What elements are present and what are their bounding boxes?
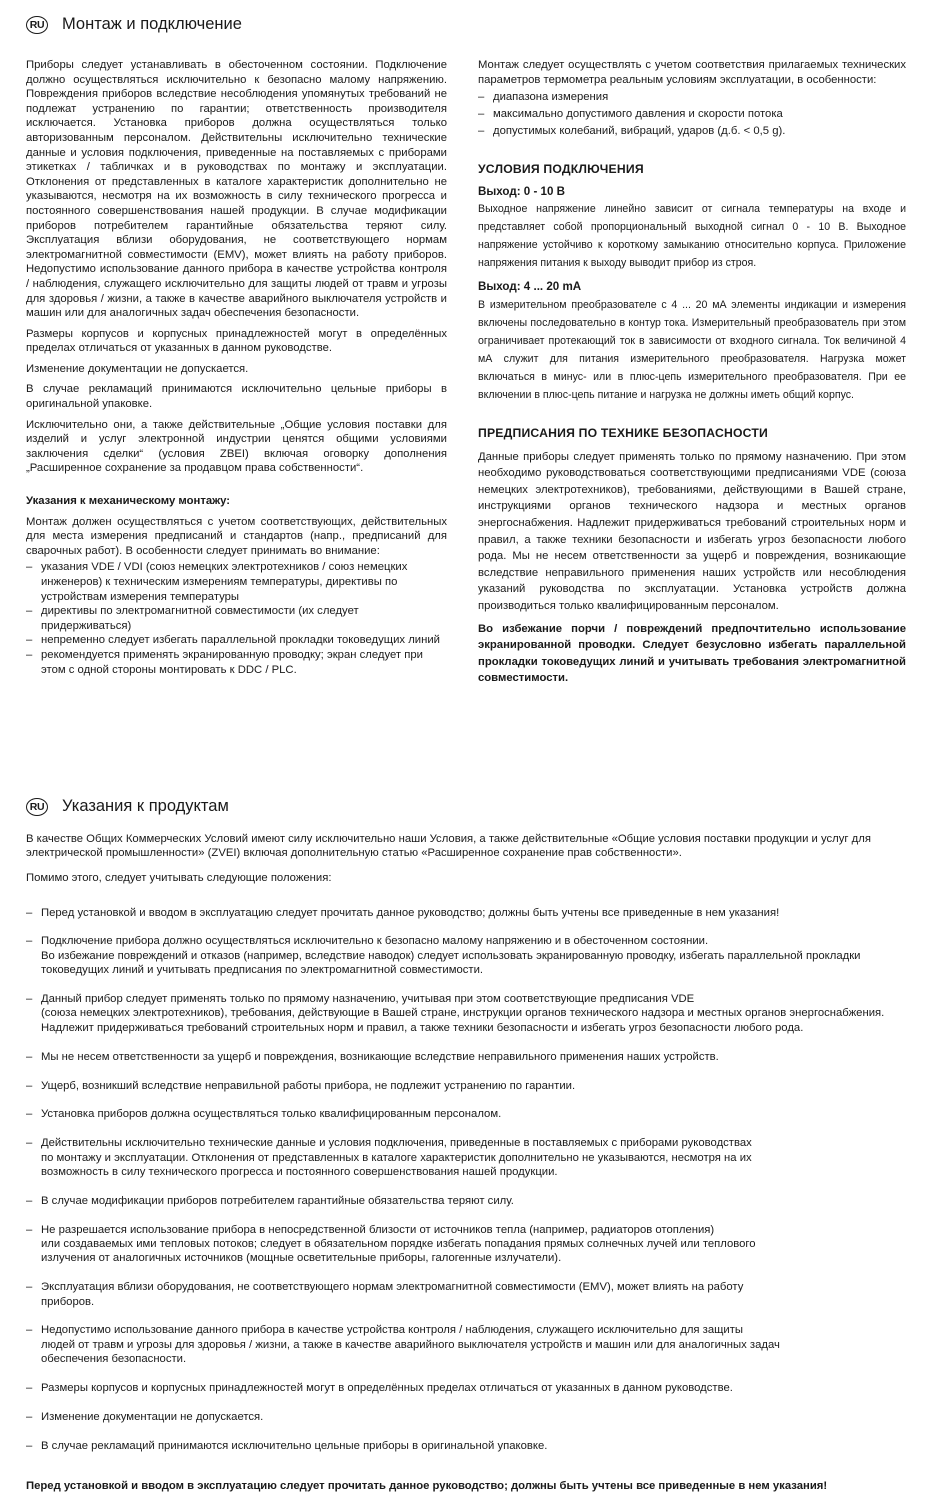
list-item: – Данный прибор следует применять только по прямому назначению, учитывая при этом соответствующие предписания VDE (союза немецких электротехников), требования, действующие в Вашей стране, инструкции органов технического надзора и местных органов энергоснабжения. Надлежит придерживаться требований строительных норм и правил, а также техники безопасности и избегать угроз безопасности любого рода. [26, 992, 906, 1035]
list-item: – допустимых колебаний, вибраций, ударов (д.б. < 0,5 g). [478, 123, 906, 140]
language-badge: RU [26, 16, 48, 34]
list-item: – Недопустимо использование данного прибора в качестве устройства контроля / наблюдения, служащего исключительно для защиты людей от травм и угрозы для здоровья / жизни, а также в качестве аварийного выключателя устройств и машин или для аналогичных задач обеспечения безопасности. [26, 1323, 906, 1366]
paragraph: Данные приборы следует применять только по прямому назначению. При этом необходимо руководствоваться соответствующими предписаниями VDE (союза немецких электротехников), требованиями, действующими в Вашей стране, инструкциями органов технического надзора и местных органов энергоснабжения. Надлежит придерживаться требований строительных норм и правил, а также техники безопасности и избегать угроз безопасности любого рода. Мы не несем ответственности за ущерб и повреждения, возникающие вследствие неправильного применения наших устройств или несоблюдения указаний руководства по эксплуатации. Установка устройств должна производиться только квалифицированным персоналом. [478, 450, 906, 612]
paragraph: В случае рекламаций принимаются исключительно цельные приборы в оригинальной упаковке. [26, 383, 447, 411]
list-item: – Размеры корпусов и корпусных принадлежностей могут в определённых пределах отличаться от указанных в данном руководстве. [26, 1381, 906, 1395]
list-item: – Ущерб, возникший вследствие неправильной работы прибора, не подлежит устранению по гарантии. [26, 1079, 906, 1093]
paragraph: В качестве Общих Коммерческих Условий имеют силу исключительно наши Условия, а также действительные «Общие условия поставки продукции и услуг для электрической промышленности» (ZVEI) включая дополнительную статью «Расширенное сохранение прав собственности». [26, 833, 871, 860]
list-item: – Подключение прибора должно осуществляться исключительно к безопасно малому напряжению и в обесточенном состоянии. Во избежание повреждений и отказов (например, вследствие наводок) следует использовать экранированную проводку, избегать параллельной прокладки токоведущих линий и учитывать предписания по электромагнитной совместимости. [26, 934, 906, 977]
product-notes-list [26, 891, 906, 1467]
list-item: – директивы по электромагнитной совместимости (их следует придерживаться) [26, 604, 447, 633]
section-header-products [26, 797, 229, 816]
paragraph: Монтаж следует осуществлять с учетом соответствия прилагаемых технических параметров термометра реальным условиям эксплуатации, в особенности: [478, 59, 906, 86]
product-notes [26, 832, 906, 1504]
paragraph: Размеры корпусов и корпусных принадлежностей могут в определённых пределах отличаться от указанных в данном руководстве. [26, 327, 447, 355]
list-item: – максимально допустимого давления и скорости потока [478, 106, 906, 123]
list-item: – Перед установкой и вводом в эксплуатацию следует прочитать данное руководство; должны быть учтены все приведенные в нем указания! [26, 906, 906, 920]
connection-conditions-heading: УСЛОВИЯ ПОДКЛЮЧЕНИЯ [478, 162, 644, 177]
section-title: Указания к продуктам [62, 797, 229, 815]
paragraph: Монтаж должен осуществляться с учетом соответствующих, действительных для места измерения предписаний и стандартов (напр., предписаний для сварочных работ). В особенности следует принимать во внимание: [26, 515, 447, 557]
list-item: – Эксплуатация вблизи оборудования, не соответствующего нормам электромагнитной совместимости (EMV), может влиять на работу приборов. [26, 1280, 906, 1309]
list-item: – Мы не несем ответственности за ущерб и повреждения, возникающие вследствие неправильного применения наших устройств. [26, 1050, 906, 1064]
right-column [478, 58, 906, 693]
list-item: – Изменение документации не допускается. [26, 1410, 906, 1424]
paragraph: Приборы следует устанавливать в обесточенном состоянии. Подключение должно осуществляться исключительно к безопасно малому напряжению. Повреждения приборов вследствие несоблюдения упомянутых требований не подлежат устранению по гарантии; ответственность производителя исключается. Установка приборов должна осуществляться только авторизованным персоналом. Действительны исключительно технические данные и условия подключения, приведенные на поставляемых с приборами этикетках / табличках и в руководствах по монтажу и эксплуатации. Отклонения от представленных в каталоге характеристик дополнительно не указываются, несмотря на их возможность в силу технического прогресса и постоянного совершенствования нашей продукции. В случае модификации приборов потребителем гарантийные обязательства теряют силу. Эксплуатация вблизи оборудования, не соответствующего нормам электромагнитной совместимости (EMV), может влиять на работу приборов. Недопустимо использование данного прибора в качестве устройства контроля / наблюдения, служащего исключительно для защиты людей от травм и угрозы для здоровья / жизни, а также в качестве аварийного выключателя устройств и машин или для аналогичных задач обеспечения безопасности. [26, 59, 447, 320]
list-item: – Установка приборов должна осуществляться только квалифицированным персоналом. [26, 1107, 906, 1121]
list-item: – В случае модификации приборов потребителем гарантийные обязательства теряют силу. [26, 1194, 906, 1208]
safety-regulations-heading: ПРЕДПИСАНИЯ ПО ТЕХНИКЕ БЕЗОПАСНОСТИ [478, 425, 768, 440]
language-badge: RU [26, 798, 48, 816]
output-current-heading: Выход: 4 ... 20 mA [478, 280, 582, 294]
mechanical-list [26, 560, 447, 677]
list-item: – указания VDE / VDI (союз немецких электротехников / союз немецких инженеров) к техническим измерениям температуры, директивы по устройствам измерения температуры [26, 560, 447, 604]
paragraph: Исключительно они, а также действительные „Общие условия поставки для изделий и услуг электронной индустрии ценятся общими условиями заключения сделки“ (условия ZBEI) включая оговорку дополнения „Расширенное сохранение за продавцом права собственности“. [26, 418, 447, 475]
mechanical-mounting-heading: Указания к механическому монтажу: [26, 495, 231, 508]
list-item: – непременно следует избегать параллельной прокладки токоведущих линий [26, 633, 447, 648]
final-warning: Перед установкой и вводом в эксплуатацию следует прочитать данное руководство; должны быть учтены все приведенные в нем указания! [26, 1480, 828, 1493]
list-item: – рекомендуется применять экранированную проводку; экран следует при этом с одной стороны монтировать к DDC / PLC. [26, 648, 447, 677]
list-item: – В случае рекламаций принимаются исключительно цельные приборы в оригинальной упаковке. [26, 1439, 906, 1453]
output-voltage-heading: Выход: 0 - 10 В [478, 184, 566, 198]
section-header-mounting [26, 15, 242, 34]
paragraph: Выходное напряжение линейно зависит от сигнала температуры на входе и представляет собой пропорциональный выходной сигнал 0 - 10 В. Выходное напряжение устойчиво к короткому замыканию относительно корпуса. Приложение напряжения питания к выходу выводит прибор из строя. [478, 203, 906, 270]
parameters-list [478, 89, 906, 140]
left-column [26, 58, 447, 683]
paragraph: Изменение документации не допускается. [26, 362, 249, 375]
list-item: – Действительны исключительно технические данные и условия подключения, приведенные в поставляемых с приборами руководствах по монтажу и эксплуатации. Отклонения от представленных в каталоге характеристик дополнительно не указываются, несмотря на их возможность в силу технического прогресса и постоянного совершенствования нашей продукции. [26, 1136, 906, 1179]
section-title: Монтаж и подключение [62, 15, 242, 33]
bold-note: Во избежание порчи / повреждений предпочтительно использование экранированной проводки. Следует безусловно избегать параллельной прокладки токоведущих линий и учитывать требования электромагнитной совместимости. [478, 622, 906, 685]
paragraph: В измерительном преобразователе с 4 ... 20 мА элементы индикации и измерения включены последовательно в контур тока. Измерительный преобразователь при этом ограничивает протекающий ток в зависимости от входного сигнала. Ток величиной 4 мА служит для питания измерительного преобразователя. Нагрузка может включаться в минус- или в плюс-цепь измерительного преобразователя. При ее включении в плюс-цепь питание и нагрузка не должны иметь общий корпус. [478, 298, 906, 401]
paragraph: Помимо этого, следует учитывать следующие положения: [26, 871, 332, 884]
list-item: – Не разрешается использование прибора в непосредственной близости от источников тепла (например, радиаторов отопления) или создаваемых ими тепловых потоков; следует в обязательном порядке избегать попадания прямых солнечных лучей или теплового излучения от аналогичных источников (мощные осветительные приборы, галогенные излучатели). [26, 1223, 906, 1266]
list-item: – диапазона измерения [478, 89, 906, 106]
